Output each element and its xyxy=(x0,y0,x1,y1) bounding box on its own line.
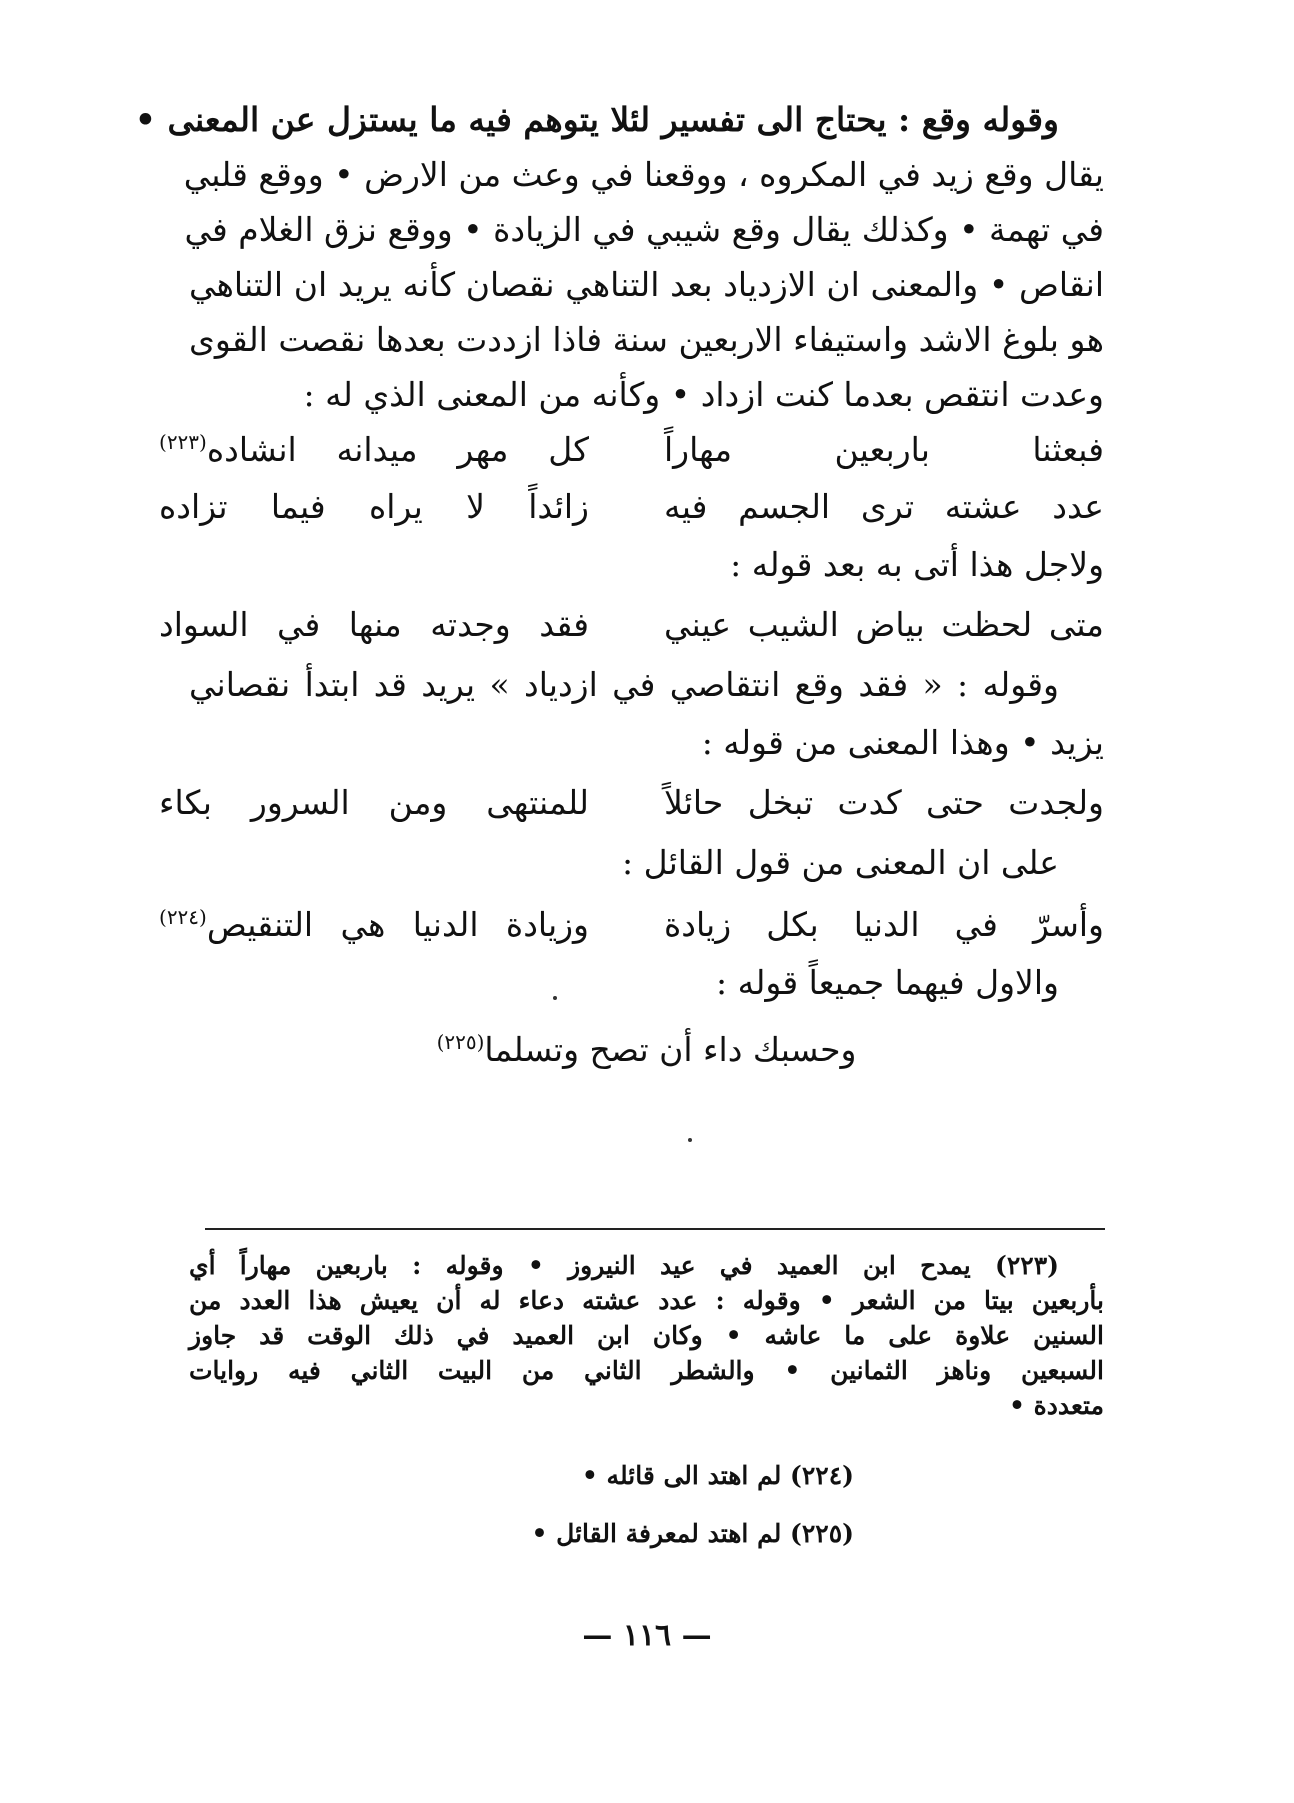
scan-speck xyxy=(688,1138,692,1142)
verse-1-first-hemistich: فبعثنا باربعين مهاراً xyxy=(664,430,1104,469)
body-line-5: هو بلوغ الاشد واستيفاء الاربعين سنة فاذا ازددت بعدها نقصت القوى xyxy=(189,320,1104,359)
footnote-223-line-4: السبعين وناهز الثمانين • والشطر الثاني من البيت الثاني فيه روايات xyxy=(189,1356,1104,1385)
verse-2-second-hemistich: زائداً لا يراه فيما تزاده xyxy=(159,487,589,526)
body-line-1: وقوله وقع : يحتاج الى تفسير لئلا يتوهم فيه ما يستزل عن المعنى • xyxy=(134,100,1059,139)
verse-4 xyxy=(159,783,1104,823)
body-line-6: وعدت انتقص بعدما كنت ازداد • وكأنه من المعنى الذي له : xyxy=(303,375,1104,414)
verse-6-text: وحسبك داء أن تصح وتسلما xyxy=(484,1030,857,1069)
verse-5-second-text: وزيادة الدنيا هي التنقيص xyxy=(206,905,589,944)
page-number: — ١١٦ — xyxy=(582,1618,712,1653)
body-line-2: يقال وقع زيد في المكروه ، ووقعنا في وعث من الارض • ووقع قلبي xyxy=(183,155,1104,194)
verse-5 xyxy=(159,905,1104,945)
body-line-3: في تهمة • وكذلك يقال وقع شيبي في الزيادة • ووقع نزق الغلام في xyxy=(184,210,1104,249)
body-line-11: والاول فيهما جميعاً قوله : xyxy=(716,963,1059,1002)
body-line-10: على ان المعنى من قول القائل : xyxy=(621,843,1059,882)
body-line-8: وقوله : « فقد وقع انتقاصي في ازدياد » يريد قد ابتدأ نقصاني xyxy=(189,665,1059,704)
verse-5-second-hemistich xyxy=(159,905,589,945)
scan-speck xyxy=(553,996,557,1000)
body-line-4: انقاص • والمعنى ان الازدياد بعد التناهي نقصان كأنه يريد ان التناهي xyxy=(189,265,1104,304)
footnote-224: (٢٢٤) لم اهتد الى قائله • xyxy=(581,1461,854,1490)
footnote-separator xyxy=(205,1228,1105,1230)
body-line-7: ولاجل هذا أتى به بعد قوله : xyxy=(730,545,1104,584)
verse-4-first-hemistich: ولجدت حتى كدت تبخل حائلاً xyxy=(664,783,1104,822)
footnote-223-line-1: (٢٢٣) يمدح ابن العميد في عيد النيروز • وقوله : باربعين مهاراً أي xyxy=(189,1251,1059,1280)
footnote-ref-223: (٢٢٣) xyxy=(159,430,207,454)
verse-1 xyxy=(159,430,1104,470)
verse-2-first-hemistich: عدد عشته ترى الجسم فيه xyxy=(664,487,1104,526)
footnote-ref-225: (٢٢٥) xyxy=(436,1030,485,1054)
footnote-225: (٢٢٥) لم اهتد لمعرفة القائل • xyxy=(531,1519,854,1548)
verse-3 xyxy=(159,605,1104,645)
verse-3-first-hemistich: متى لحظت بياض الشيب عيني xyxy=(664,605,1104,644)
body-line-9: يزيد • وهذا المعنى من قوله : xyxy=(701,723,1104,762)
footnote-ref-224: (٢٢٤) xyxy=(159,905,207,929)
footnote-223-line-5: متعددة • xyxy=(1008,1391,1104,1420)
verse-1-second-hemistich xyxy=(159,430,589,470)
verse-4-second-hemistich: للمنتهى ومن السرور بكاء xyxy=(159,783,589,822)
verse-6 xyxy=(189,1030,1104,1070)
footnote-223-line-3: السنين علاوة على ما عاشه • وكان ابن العميد في ذلك الوقت قد جاوز xyxy=(189,1321,1104,1350)
verse-1-second-text: كل مهر ميدانه انشاده xyxy=(206,430,589,469)
verse-2 xyxy=(159,487,1104,527)
verse-3-second-hemistich: فقد وجدته منها في السواد xyxy=(159,605,589,644)
footnote-223-line-2: بأربعين بيتا من الشعر • وقوله : عدد عشته دعاء له أن يعيش هذا العدد من xyxy=(189,1286,1104,1315)
verse-5-first-hemistich: وأسرّ في الدنيا بكل زيادة xyxy=(664,905,1104,944)
